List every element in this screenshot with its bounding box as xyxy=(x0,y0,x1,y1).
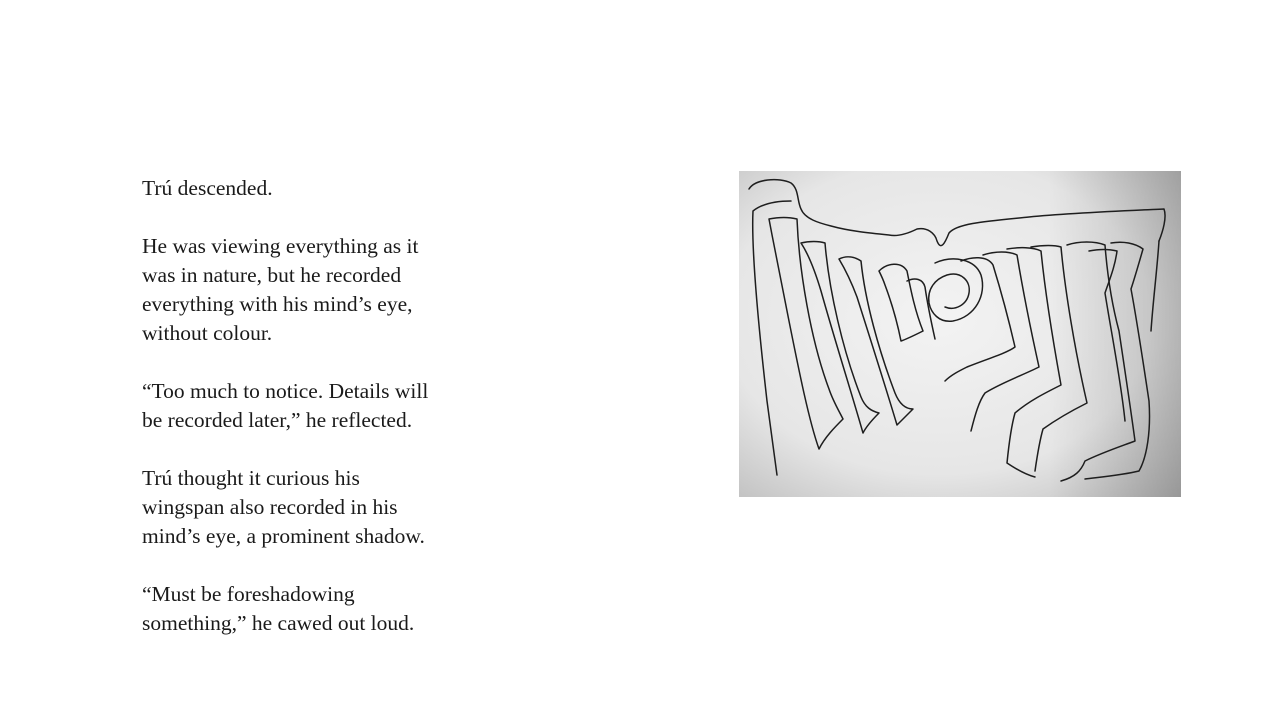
story-text xyxy=(142,174,482,638)
line-drawing-photo xyxy=(739,171,1181,497)
paragraph-1: Trú descended. xyxy=(142,176,273,200)
paragraph-4: Trú thought it curious his wingspan also recorded in his mind’s eye, a prominent shadow. xyxy=(142,466,425,548)
paragraph-2: He was viewing everything as it was in nature, but he recorded everything with his mind’s eye, without colour. xyxy=(142,234,419,345)
paragraph-3: “Too much to notice. Details will be recorded later,” he reflected. xyxy=(142,379,429,432)
paragraph-5: “Must be foreshadowing something,” he cawed out loud. xyxy=(142,582,415,635)
